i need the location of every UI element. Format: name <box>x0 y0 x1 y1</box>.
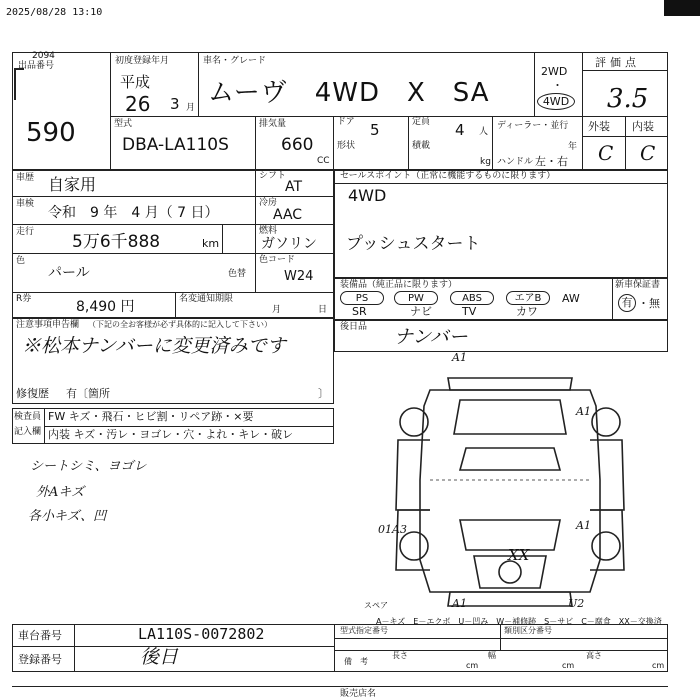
equipment-item: SR <box>352 305 367 318</box>
timestamp: 2025/08/28 13:10 <box>6 7 103 18</box>
recycle-value: 8,490 円 <box>76 299 135 315</box>
shape-label: 形状 <box>337 141 356 151</box>
first-reg-label: 初度登録年月 <box>115 56 170 66</box>
drive-4wd: 4WD <box>537 93 575 110</box>
reg-year: 26 <box>125 92 151 116</box>
capacity-value: 4 <box>455 121 465 139</box>
ac-label: 冷房 <box>259 198 278 208</box>
reg-month-unit: 月 <box>186 103 196 113</box>
era: 平成 <box>120 73 151 91</box>
notes-sublabel: （下記の全お客様が必ず具体的に記入して下さい） <box>88 320 272 329</box>
owner-notice-month: 月 <box>272 305 282 315</box>
doors-label: ドア <box>337 117 355 127</box>
dealer-label: ディーラー・並行 <box>497 121 569 131</box>
kg-unit: kg <box>480 157 491 167</box>
width-unit: cm <box>562 661 575 670</box>
height-unit: cm <box>652 661 665 670</box>
reg-no-value: 後日 <box>140 646 179 668</box>
length-unit: cm <box>466 661 479 670</box>
damage-mark: A1 <box>576 405 591 418</box>
capacity-unit: 人 <box>479 127 489 137</box>
notes-handwritten: ※松本ナンバーに変更済みです <box>22 335 286 357</box>
width-label: 幅 <box>488 651 496 660</box>
inspector-row2: 内装 キズ・汚レ・ヨゴレ・穴・よれ・キレ・破レ <box>48 428 294 441</box>
legend: A－キズ E－エクボ U－凹み W－補修跡 S－サビ C－腐食 XX－交換済 <box>376 617 662 626</box>
lot-number: 590 <box>26 118 76 148</box>
owner-notice-label: 名変通知期限 <box>179 294 234 304</box>
later-frame <box>334 320 668 352</box>
color-no-label: 色替 <box>228 269 247 279</box>
damage-mark: A1 <box>576 519 591 532</box>
sales-line2: プッシュスタート <box>346 234 481 254</box>
equipment-label: 装備品（純正品に限ります） <box>340 280 458 290</box>
inspection-value: 令和 9 年 4 月（ 7 日） <box>48 205 219 221</box>
score-value: 3.5 <box>607 84 649 114</box>
warranty-no: ・無 <box>638 297 660 310</box>
color-code-label: 色コード <box>259 255 296 265</box>
doors-value: 5 <box>370 121 380 139</box>
ac-value: AAC <box>273 207 303 223</box>
drive-2wd: 2WD <box>541 65 568 78</box>
drive-dot: ・ <box>552 79 563 92</box>
capacity-label: 定員 <box>412 117 431 127</box>
shift-label: シフト <box>259 171 287 181</box>
repair-value: 有〔箇所 <box>66 387 110 400</box>
later-handwritten: ナンバー <box>394 326 468 348</box>
handle-value: 左・右 <box>535 155 568 168</box>
lot-code: 2094 <box>32 51 55 61</box>
inspector-row1: FW キズ・飛石・ヒビ割・リペア跡・×要 <box>48 410 254 423</box>
damage-mark: A1 <box>452 351 467 364</box>
notes-frame <box>12 318 334 404</box>
equipment-item: エアB <box>506 291 550 305</box>
km-unit: km <box>202 237 220 250</box>
repair-close: 〕 <box>318 387 329 400</box>
type-label: 型式 <box>114 119 133 129</box>
color-label: 色 <box>16 256 26 266</box>
height-label: 高さ <box>586 651 602 660</box>
repair-label: 修復歴 <box>16 387 49 400</box>
exterior-grade: C <box>598 141 614 165</box>
sales-line1: 4WD <box>348 186 387 205</box>
damage-mark: 01A3 <box>378 523 407 536</box>
inspector-hand2: 外Aキズ <box>36 485 85 500</box>
equipment-item: ABS <box>450 291 494 305</box>
equipment-item: PS <box>340 291 384 305</box>
handle-label: ハンドル <box>497 157 534 167</box>
cc-unit: CC <box>317 156 330 166</box>
interior-label: 内装 <box>632 120 654 133</box>
fuel-label: 燃料 <box>259 226 278 236</box>
inspector-hand3: 各小キズ、凹 <box>28 509 107 524</box>
equipment-item: カワ <box>516 305 538 318</box>
score-label: 評価点 <box>595 56 640 69</box>
dealer-name-label: 販売店名 <box>340 689 377 699</box>
displacement-label: 排気量 <box>259 119 287 129</box>
sales-label: セールスポイント（正常に機能するものに限ります） <box>340 171 556 181</box>
inspector-label-2: 記入欄 <box>14 427 42 437</box>
chassis-label: 車台番号 <box>18 629 62 642</box>
note-label: 備 考 <box>344 657 368 666</box>
corner-block <box>664 0 700 16</box>
color-value: パール <box>48 265 90 281</box>
chassis-value: LA110S-0072802 <box>138 625 265 643</box>
mileage-label: 走行 <box>16 227 35 237</box>
type-value: DBA-LA110S <box>122 135 229 155</box>
reg-no-label: 登録番号 <box>18 653 62 666</box>
inspector-hand1: シートシミ、ヨゴレ <box>30 459 147 474</box>
equipment-item: TV <box>462 305 477 318</box>
warranty-label: 新車保証書 <box>615 280 661 290</box>
type-spec-label: 型式指定番号 <box>340 626 388 635</box>
load-label: 積載 <box>412 141 431 151</box>
damage-mark: XX <box>508 546 530 564</box>
equipment-item: PW <box>394 291 438 305</box>
equipment-item: AW <box>562 292 580 305</box>
length-label: 長さ <box>392 651 408 660</box>
usage-value: 自家用 <box>48 175 97 194</box>
car-diagram <box>390 360 630 620</box>
year-label: 年 <box>568 142 578 152</box>
shift-value: AT <box>285 179 303 195</box>
warranty-yes: 有 <box>618 294 636 312</box>
owner-notice-day: 日 <box>318 305 328 315</box>
notes-label: 注意事項申告欄 <box>16 320 80 330</box>
exterior-label: 外装 <box>588 120 610 133</box>
inspector-label-1: 検査員 <box>14 412 42 422</box>
damage-mark: A1 <box>452 597 467 610</box>
lot-bracket <box>14 68 24 100</box>
later-label: 後日品 <box>340 322 368 332</box>
inspection-label: 車検 <box>16 199 35 209</box>
reg-month: 3 <box>170 95 180 113</box>
equipment-item: ナビ <box>410 305 432 318</box>
lot-label: 出品番号 <box>18 61 55 71</box>
interior-grade: C <box>640 141 656 165</box>
fuel-value: ガソリン <box>261 236 317 252</box>
class-label: 類別区分番号 <box>504 626 552 635</box>
spare-label: スペア <box>364 601 388 610</box>
recycle-label: R券 <box>16 294 32 304</box>
model-grade-label: 車名・グレード <box>203 56 267 66</box>
model-grade: ムーヴ 4WD X SA <box>208 78 490 108</box>
damage-mark: U2 <box>568 597 585 610</box>
color-code-value: W24 <box>284 269 314 284</box>
usage-label: 車歴 <box>16 173 35 183</box>
mileage-value: 5万6千888 <box>72 232 161 252</box>
displacement-value: 660 <box>281 135 314 155</box>
